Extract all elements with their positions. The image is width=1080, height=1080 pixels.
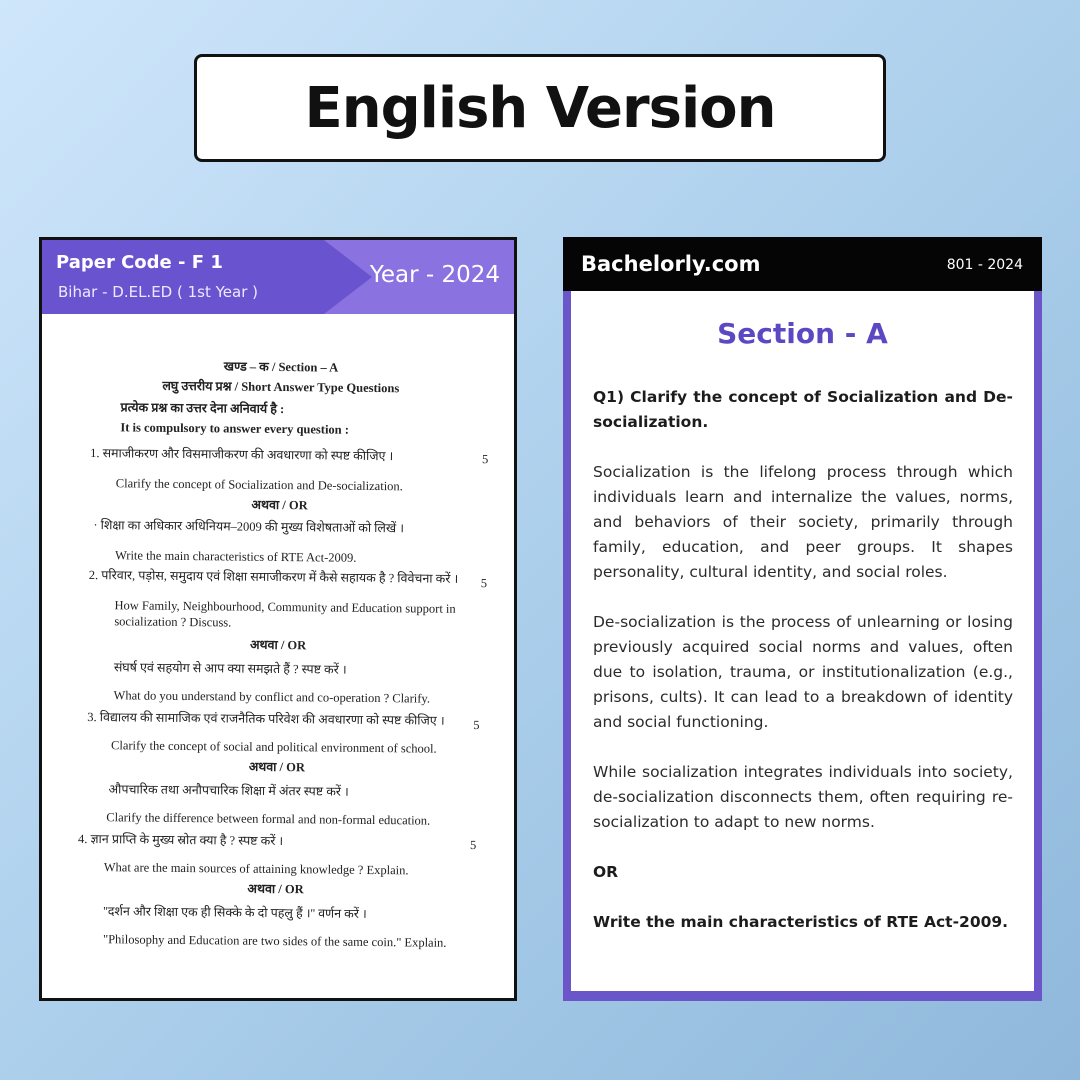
scan-q4-marks: 5 <box>469 838 477 853</box>
scan-q3-hi: 3. विद्यालय की सामाजिक एवं राजनैतिक परिवेश की अवधारणा को स्पष्ट कीजिए । <box>87 710 445 728</box>
scan-q1-marks: 5 <box>481 452 489 467</box>
scan-q1b-hi: · शिक्षा का अधिकार अधिनियम–2009 की मुख्य विशेषताओं को लिखें । <box>93 518 405 536</box>
scan-instr-en: It is compulsory to answer every question : <box>120 420 350 437</box>
scan-q4b-hi: ''दर्शन और शिक्षा एक ही सिक्के के दो पहलु हैं ।'' वर्णन करें । <box>103 904 367 921</box>
title-banner <box>194 54 886 162</box>
answer-paragraph-2: De-socialization is the process of unlearning or losing previously acquired social norms and values, often due to isolation, trauma, or institutionalization (e.g., prisons, cults). It can lead to a breakdown of identity and social functioning. <box>593 613 1013 731</box>
scan-or-3: अथवा / OR <box>248 759 306 775</box>
question-text: Q1) Clarify the concept of Socialization and De-socialization. <box>593 388 1013 431</box>
scan-q1-en: Clarify the concept of Socialization and De-socialization. <box>115 476 403 494</box>
scan-q4b-en: "Philosophy and Education are two sides of the same coin." Explain. <box>102 932 447 950</box>
paper-code: Paper Code - F 1 <box>56 252 223 273</box>
paper-subtitle: Bihar - D.EL.ED ( 1st Year ) <box>58 283 258 301</box>
scan-q4-en: What are the main sources of attaining knowledge ? Explain. <box>103 860 409 878</box>
scan-q3b-hi: औपचारिक तथा अनौपचारिक शिक्षा में अंतर स्पष्ट करें । <box>108 782 349 799</box>
scan-q2b-en: What do you understand by conflict and co-operation ? Clarify. <box>113 688 431 706</box>
question-paper-card <box>39 237 517 1001</box>
scan-q2-hi: 2. परिवार, पड़ोस, समुदाय एवं शिक्षा समाजीकरण में कैसे सहायक है ? विवेचना करें । <box>88 568 459 586</box>
scan-or-4: अथवा / OR <box>247 881 304 897</box>
answer-card <box>563 237 1042 1001</box>
scan-q1b-en: Write the main characteristics of RTE Act-2009. <box>114 548 357 565</box>
answer-body <box>571 291 1034 991</box>
scan-q2b-hi: संघर्ष एवं सहयोग से आप क्या समझते हैं ? स्पष्ट करें । <box>113 660 347 677</box>
paper-year: Year - 2024 <box>369 262 500 288</box>
scanned-paper <box>39 312 517 1001</box>
scan-or-2: अथवा / OR <box>249 637 307 653</box>
or-label: OR <box>593 863 619 881</box>
code-year: 801 - 2024 <box>946 257 1023 273</box>
answer-text <box>593 385 1013 960</box>
scan-q1-hi: 1. समाजीकरण और विसमाजीकरण की अवधारणा को स्पष्ट कीजिए । <box>90 446 394 464</box>
section-title: Section - A <box>717 317 888 350</box>
scan-q2-marks: 5 <box>480 576 488 591</box>
scan-instr-hi: प्रत्येक प्रश्न का उत्तर देना अनिवार्य है : <box>120 400 285 417</box>
brand-name: Bachelorly.com <box>581 252 761 276</box>
scan-q3-marks: 5 <box>473 718 480 733</box>
paper-header <box>42 240 514 314</box>
answer-paragraph-1: Socialization is the lifelong process through which individuals learn and internalize the values, norms, and behaviors of their society, primarily through family, education, and peer groups. It shapes personality, cultural identity, and social roles. <box>593 463 1013 581</box>
scan-q2-en1: How Family, Neighbourhood, Community and Education support in <box>114 598 456 616</box>
scan-q3b-en: Clarify the difference between formal and non-formal education. <box>106 810 431 828</box>
answer-header <box>563 237 1042 291</box>
scan-section: खण्ड – क / Section – A <box>223 359 339 375</box>
scan-q4-hi: 4. ज्ञान प्राप्ति के मुख्य स्रोत क्या है ? स्पष्ट करें । <box>78 831 284 849</box>
answer-paragraph-3: While socialization integrates individuals into society, de-socialization disconnects them, often requiring re-socialization to adapt to new norms. <box>593 763 1013 831</box>
scan-type: लघु उत्तरीय प्रश्न / Short Answer Type Questions <box>162 378 400 396</box>
scan-q2-en2: socialization ? Discuss. <box>114 614 232 630</box>
page-title: English Version <box>304 75 776 141</box>
scan-q3-en: Clarify the concept of social and political environment of school. <box>110 738 437 756</box>
scan-or-1: अथवा / OR <box>251 497 308 513</box>
next-question: Write the main characteristics of RTE Act-2009. <box>593 913 1009 931</box>
